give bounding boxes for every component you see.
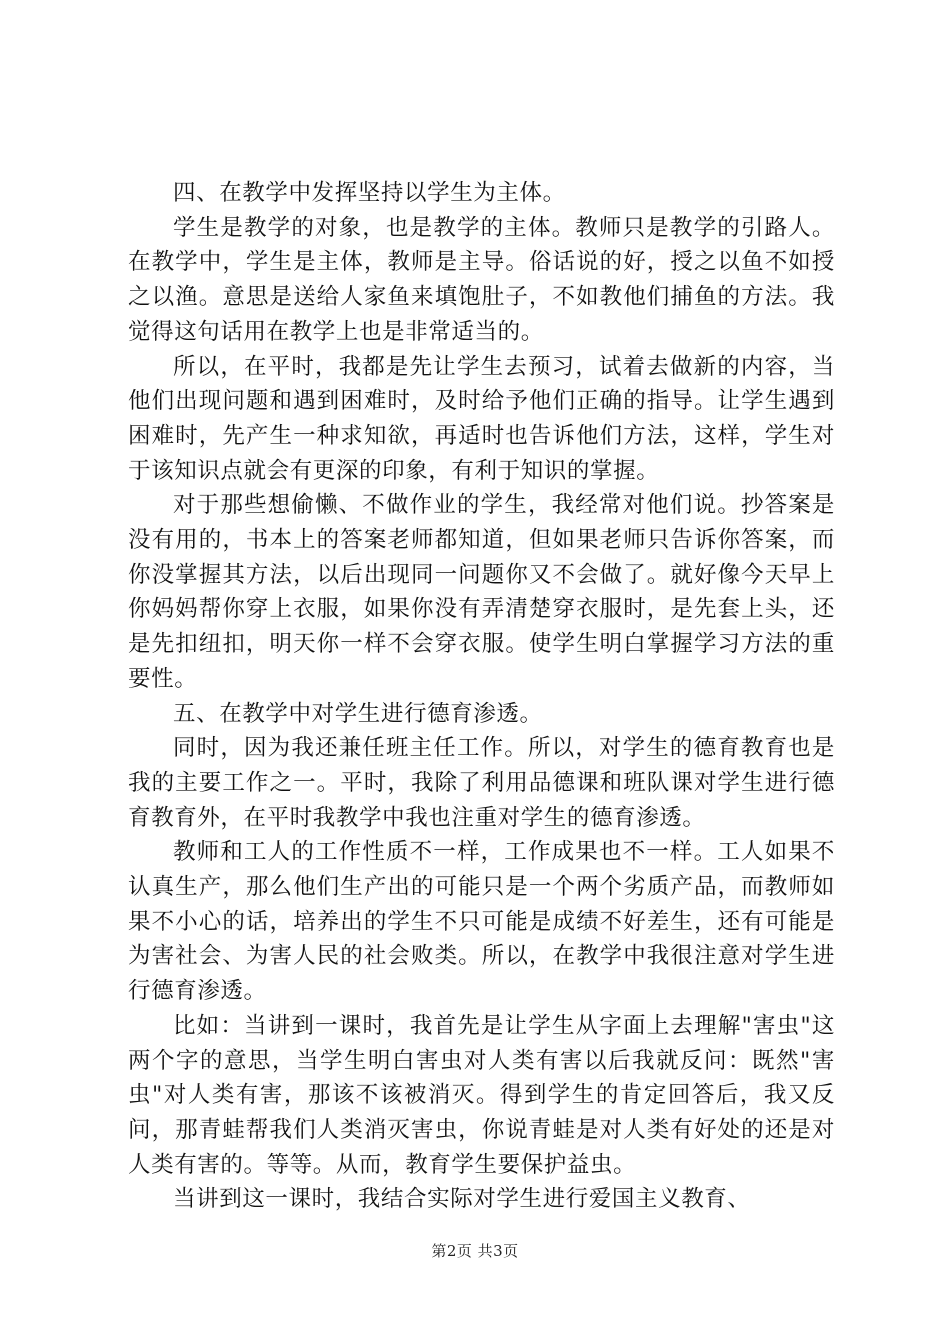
body-paragraph: 比如：当讲到一课时，我首先是让学生从字面上去理解"害虫"这两个字的意思，当学生明白害虫对人类有害以后我就反问：既然"害虫"对人类有害，那该不该被消灭。得到学生的肯定回答后，我又反问，那青蛙帮我们人类消灭害虫，你说青蛙是对人类有好处的还是对人类有害的。等等。从而，教育学生要保护益虫。 [128, 1012, 835, 1178]
body-paragraph: 所以，在平时，我都是先让学生去预习，试着去做新的内容，当他们出现问题和遇到困难时，及时给予他们正确的指导。让学生遇到困难时，先产生一种求知欲，再适时也告诉他们方法，这样，学生对于该知识点就会有更深的印象，有利于知识的掌握。 [128, 353, 835, 484]
section-heading-5: 五、在教学中对学生进行德育渗透。 [173, 700, 543, 727]
section-heading-4: 四、在教学中发挥坚持以学生为主体。 [173, 180, 566, 206]
body-paragraph: 学生是教学的对象，也是教学的主体。教师只是教学的引路人。在教学中，学生是主体，教师是主导。俗话说的好，授之以鱼不如授之以渔。意思是送给人家鱼来填饱肚子，不如教他们捕鱼的方法。我觉得这句话用在教学上也是非常适当的。 [128, 214, 835, 345]
body-paragraph: 同时，因为我还兼任班主任工作。所以，对学生的德育教育也是我的主要工作之一。平时，我除了利用品德课和班队课对学生进行德育教育外，在平时我教学中我也注重对学生的德育渗透。 [128, 735, 835, 831]
page-footer: 第2页 共3页 [431, 1242, 519, 1260]
body-paragraph: 教师和工人的工作性质不一样，工作成果也不一样。工人如果不认真生产，那么他们生产出的可能只是一个两个劣质产品，而教师如果不小心的话，培养出的学生不只可能是成绩不好差生，还有可能是为害社会、为害人民的社会败类。所以，在教学中我很注意对学生进行德育渗透。 [128, 839, 835, 1005]
body-paragraph: 当讲到这一课时，我结合实际对学生进行爱国主义教育、 [173, 1186, 751, 1213]
document-body [128, 176, 835, 1217]
body-paragraph: 对于那些想偷懒、不做作业的学生，我经常对他们说。抄答案是没有用的，书本上的答案老师都知道，但如果老师只告诉你答案，而你没掌握其方法，以后出现同一问题你又不会做了。就好像今天早上你妈妈帮你穿上衣服，如果你没有弄清楚穿衣服时，是先套上头，还是先扣纽扣，明天你一样不会穿衣服。使学生明白掌握学习方法的重要性。 [128, 492, 835, 692]
